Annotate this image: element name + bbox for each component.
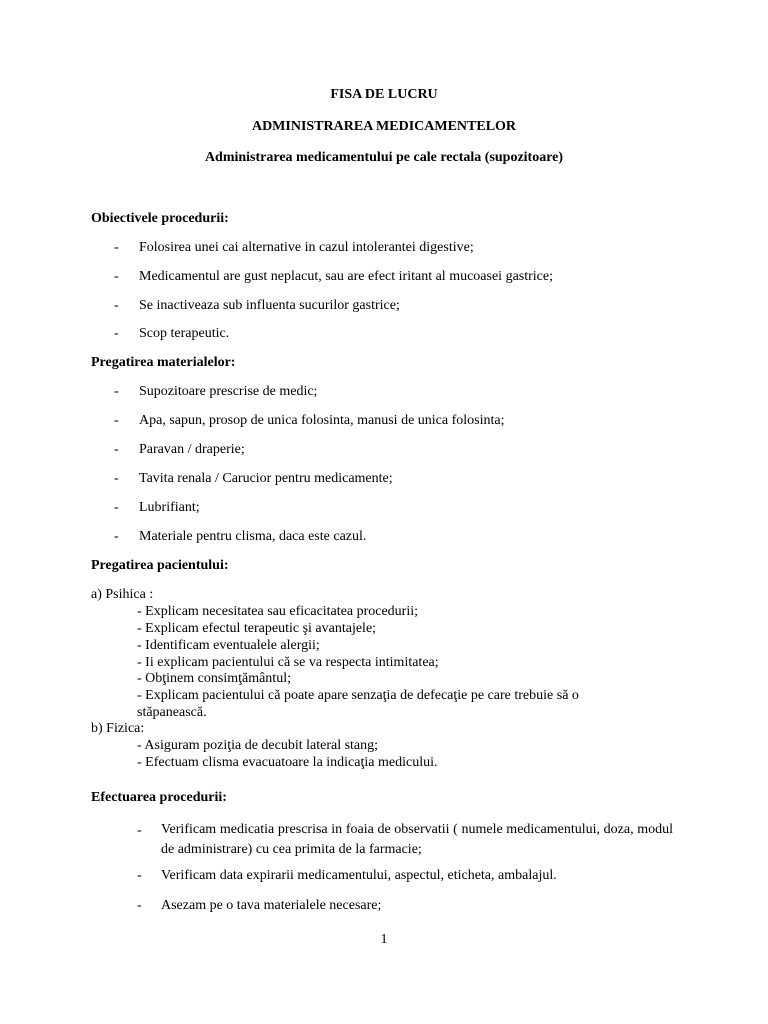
list-item: - Obţinem consimţământul;	[137, 671, 291, 686]
list-item: Lubrifiant;	[139, 500, 200, 515]
list-item: - Explicam necesitatea sau eficacitatea procedurii;	[137, 604, 419, 619]
bullet-dash: -	[137, 823, 142, 838]
fizica-label: b) Fizica:	[91, 721, 145, 736]
bullet-dash: -	[114, 384, 119, 399]
bullet-dash: -	[114, 442, 119, 457]
list-item: - Explicam efectul terapeutic şi avantajele;	[137, 621, 377, 636]
list-item-continuation: stăpanească.	[137, 705, 207, 720]
bullet-dash: -	[114, 269, 119, 284]
objectives-heading: Obiectivele procedurii:	[91, 211, 229, 226]
list-item: - Asiguram poziţia de decubit lateral stang;	[137, 738, 379, 753]
list-item: Paravan / draperie;	[139, 442, 245, 457]
page-number: 1	[380, 932, 388, 947]
bullet-dash: -	[114, 413, 119, 428]
list-item: Materiale pentru clisma, daca este cazul.	[139, 529, 367, 544]
list-item: - Explicam pacientului că poate apare senzaţia de defecaţie pe care trebuie să o	[137, 688, 579, 703]
procedure-heading: Efectuarea procedurii:	[91, 790, 227, 805]
bullet-dash: -	[114, 240, 119, 255]
bullet-dash: -	[114, 298, 119, 313]
list-item: - Ii explicam pacientului că se va respecta intimitatea;	[137, 655, 439, 670]
list-item: Scop terapeutic.	[139, 326, 230, 341]
document-title: FISA DE LUCRU	[330, 87, 438, 102]
list-item: Apa, sapun, prosop de unica folosinta, manusi de unica folosinta;	[139, 413, 505, 428]
list-item: Asezam pe o tava materialele necesare;	[161, 898, 382, 913]
procedure-title: Administrarea medicamentului pe cale rectala (supozitoare)	[204, 150, 564, 165]
list-item: Supozitoare prescrise de medic;	[139, 384, 318, 399]
list-item: Tavita renala / Carucior pentru medicamente;	[139, 471, 393, 486]
list-item: - Identificam eventualele alergii;	[137, 638, 320, 653]
list-item: - Efectuam clisma evacuatoare la indicaţia medicului.	[137, 755, 438, 770]
bullet-dash: -	[114, 500, 119, 515]
list-item: Folosirea unei cai alternative in cazul intolerantei digestive;	[139, 240, 474, 255]
list-item: Medicamentul are gust neplacut, sau are efect iritant al mucoasei gastrice;	[139, 269, 553, 284]
bullet-dash: -	[137, 868, 142, 883]
bullet-dash: -	[114, 326, 119, 341]
bullet-dash: -	[114, 529, 119, 544]
materials-heading: Pregatirea materialelor:	[91, 355, 236, 370]
list-item: Se inactiveaza sub influenta sucurilor gastrice;	[139, 298, 400, 313]
list-item: Verificam data expirarii medicamentului, aspectul, eticheta, ambalajul.	[161, 868, 557, 883]
psihica-label: a) Psihica :	[91, 587, 154, 602]
patient-heading: Pregatirea pacientului:	[91, 558, 229, 573]
list-item: Verificam medicatia prescrisa in foaia de observatii ( numele medicamentului, doza, modul de administrare) cu cea primita de la farmacie;	[161, 822, 673, 857]
document-subtitle: ADMINISTRAREA MEDICAMENTELOR	[251, 119, 517, 134]
bullet-dash: -	[114, 471, 119, 486]
bullet-dash: -	[137, 898, 142, 913]
